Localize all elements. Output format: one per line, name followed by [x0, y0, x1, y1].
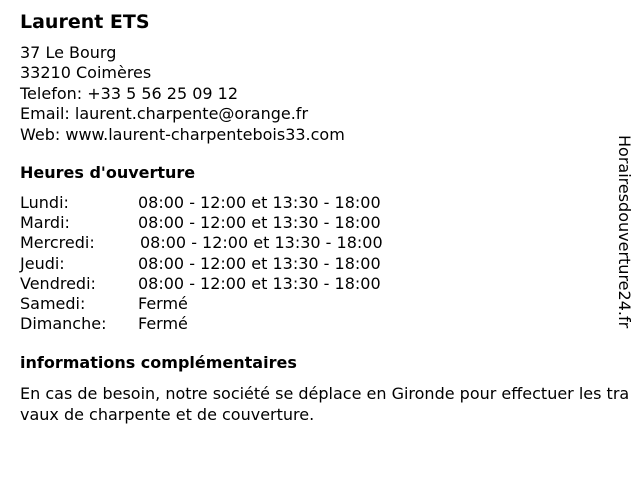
additional-info-heading: informations complémentaires: [20, 353, 297, 372]
day-label: Jeudi:: [20, 253, 65, 273]
day-label: Mardi:: [20, 213, 70, 233]
phone-line: Telefon: +33 5 56 25 09 12: [20, 83, 239, 103]
day-hours: 08:00 - 12:00 et 13:30 - 18:00: [138, 193, 381, 212]
day-label: Vendredi:: [20, 273, 96, 293]
day-label: Lundi:: [20, 193, 69, 212]
opening-hours-heading: Heures d'ouverture: [20, 163, 196, 182]
address-line-street: 37 Le Bourg: [20, 43, 117, 62]
day-label: Mercredi:: [20, 233, 95, 253]
day-hours: 08:00 - 12:00 et 13:30 - 18:00: [138, 213, 381, 233]
day-hours: 08:00 - 12:00 et 13:30 - 18:00: [138, 253, 381, 273]
watermark-text: Horairesdouverture24.fr: [615, 135, 634, 329]
website-line: Web: www.laurent-charpentebois33.com: [20, 124, 345, 144]
day-hours: 08:00 - 12:00 et 13:30 - 18:00: [138, 273, 381, 293]
contact-block: [20, 43, 345, 145]
address-line-city: 33210 Coimères: [20, 63, 152, 83]
day-label: Dimanche:: [20, 314, 107, 334]
day-label: Samedi:: [20, 293, 86, 313]
day-hours: Fermé: [138, 293, 188, 313]
day-hours: Fermé: [138, 314, 188, 334]
additional-info-text: En cas de besoin, notre société se déplace en Gironde pour effectuer les travaux de charpente et de couverture.: [20, 384, 630, 424]
email-line: Email: laurent.charpente@orange.fr: [20, 104, 309, 124]
business-name: Laurent ETS: [20, 11, 150, 33]
watermark: [612, 135, 636, 373]
day-hours: 08:00 - 12:00 et 13:30 - 18:00: [140, 233, 383, 253]
